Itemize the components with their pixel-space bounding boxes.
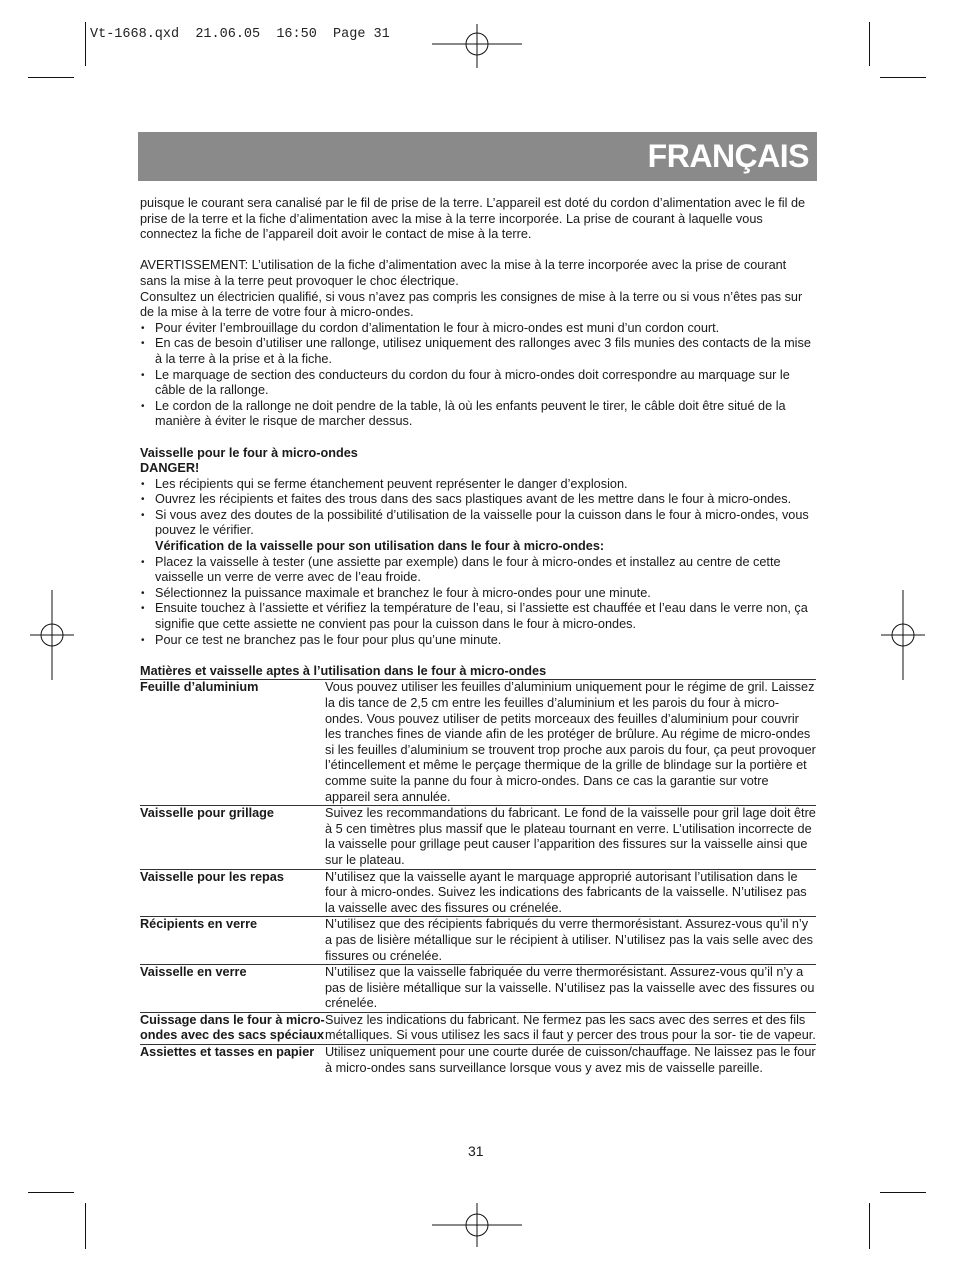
table-row [140,806,816,869]
language-header-banner [138,132,817,181]
list-item: • Le marquage de section des conducteurs du cordon du four à micro-ondes doit correspondre au marquage sur le câble de la rallonge. [140,368,816,399]
list-item: • Ensuite touchez à l’assiette et vérifiez la température de l’eau, si l’assiette est chauffée et l’eau dans le verre non, ça signifie que cette assiette ne convient pas pour la cuisson dans le four à micro-ondes. [140,601,816,632]
list-item: • Pour éviter l’embrouillage du cordon d’alimentation le four à micro-ondes est muni d’un cordon court. [140,321,816,337]
list-item: • Les récipients qui se ferme étanchement peuvent représenter le danger d’explosion. [140,477,816,493]
material-name: Vaisselle en verre [140,965,325,1013]
main-content [140,196,816,1076]
material-name: Feuille d’aluminium [140,680,325,806]
danger-bullet-list [140,477,816,539]
registration-mark-bottom [432,1203,522,1247]
page-number: 31 [468,1143,484,1159]
table-row [140,965,816,1013]
consult-paragraph: Consultez un électricien qualifié, si vous n’avez pas compris les consignes de mise à la terre ou si vous n’êtes pas sur de la mise à la terre de votre four à micro-ondes. [140,289,803,320]
crop-mark-bottom-left-h [28,1192,74,1193]
crop-mark-bottom-right-h [880,1192,926,1193]
list-item: • Placez la vaisselle à tester (une assiette par exemple) dans le four à micro-ondes et installez au centre de cette vaisselle un verre de verre avec de l’eau froide. [140,555,816,586]
cord-bullet-list [140,321,816,430]
verification-bullet-list [140,555,816,649]
page-title: FRANÇAIS [647,138,809,174]
material-description: Suivez les recommandations du fabricant. Le fond de la vaisselle pour gril lage doit être à 5 cen timètres plus massif que le plateau tournant en verre. L’utilisation incorrecte de la vaisselle pour grillage peut causer l’apparition des fissures sur la vaisselle ainsi que sur le plateau. [325,806,816,869]
material-name: Vaisselle pour les repas [140,869,325,917]
registration-mark-right [881,590,925,680]
registration-mark-top [432,24,522,68]
crop-mark-top-right-v [869,22,870,66]
material-description: Utilisez uniquement pour une courte durée de cuisson/chauffage. Ne laissez pas le four à micro-ondes sans surveillance lorsque vous y avez mis de vaisselle pareille. [325,1045,816,1075]
table-row [140,680,816,806]
material-description: Suivez les indications du fabricant. Ne fermez pas les sacs avec des serres et des fils métalliques. Si vous utilisez les sacs il faut y percer des trous pour la sor- tie de vapeur. [325,1012,816,1044]
material-name: Assiettes et tasses en papier [140,1045,325,1077]
material-description: N’utilisez que la vaisselle ayant le marquage approprié autorisant l’utilisation dans le four à micro-ondes. Suivez les indications des fabricants de la vaisselle. N’utilisez pas la vaisselle avec des fissures ou crénelée. [325,869,816,917]
table-row [140,1045,816,1077]
table-row [140,1012,816,1044]
table-row [140,869,816,917]
material-description: Vous pouvez utiliser les feuilles d’aluminium uniquement pour le régime de gril. Laissez la dis tance de 2,5 cm entre les feuilles d’aluminium et les parois du four à micro-ondes. Vous pouvez utiliser de petits morceaux des feuilles d’aluminium pour couvrir les tranches fines de viande afin de les protéger de brûlure. Au régime de micro-ondes si les feuilles d’aluminium se trouvent trop proche aux parois du four, ça peut provoquer l’étincellement et même le perçage thermique de la grille de blindage sur la portière et comme suite la panne du four à micro-ondes. Dans ce cas la garantie sur votre appareil sera annulée. [325,680,816,806]
print-slug: Vt-1668.qxd 21.06.05 16:50 Page 31 [90,27,390,42]
list-item: • Pour ce test ne branchez pas le four pour plus qu’une minute. [140,633,816,649]
verification-subheading: Vérification de la vaisselle pour son utilisation dans le four à micro-ondes: [155,539,605,554]
section-heading-materials: Matières et vaisselle aptes à l’utilisation dans le four à micro-ondes [140,663,547,678]
crop-mark-bottom-right-v [869,1203,870,1249]
list-item: • Ouvrez les récipients et faites des trous dans des sacs plastiques avant de les mettre dans le four à micro-ondes. [140,492,816,508]
material-name: Récipients en verre [140,917,325,965]
warning-paragraph: AVERTISSEMENT: L’utilisation de la fiche d’alimentation avec la mise à la terre incorporée avec la prise de courant sans la mise à la terre peut provoquer le choc électrique. [140,258,787,288]
materials-table [140,679,816,1076]
list-item: • Sélectionnez la puissance maximale et branchez le four à micro-ondes pour une minute. [140,586,816,602]
list-item: • Le cordon de la rallonge ne doit pendre de la table, là où les enfants peuvent le tirer, le câble doit être situé de la manière à éviter le risque de marcher dessus. [140,399,816,430]
material-name: Vaisselle pour grillage [140,806,325,869]
material-description: N’utilisez que la vaisselle fabriquée du verre thermorésistant. Assurez-vous qu’il n’y a pas de lisière métallique sur la vaisselle. N’utilisez pas la vaisselle avec des fissures ou crénelée. [325,965,816,1013]
crop-mark-top-left-v [85,22,86,66]
intro-paragraph: puisque le courant sera canalisé par le fil de prise de la terre. L’appareil est doté du cordon d’alimentation avec le fil de prise de la terre et la fiche d’alimentation avec la mise à la terre incorporée. La prise de courant à laquelle vous connectez la fiche de l’appareil doit avoir le contact de mise à la terre. [140,196,806,242]
crop-mark-top-right-h [880,77,926,78]
table-row [140,917,816,965]
list-item: • En cas de besoin d’utiliser une rallonge, utilisez uniquement des rallonges avec 3 fils munies des contacts de la mise à la terre à la prise et à la fiche. [140,336,816,367]
material-description: N’utilisez que des récipients fabriqués du verre thermorésistant. Assurez-vous qu’il n’y a pas de lisière métallique sur le récipient à utiliser. N’utilisez pas la vais selle avec des fissures ou crénelée. [325,917,816,965]
crop-mark-top-left-h [28,77,74,78]
section-heading-vaisselle: Vaisselle pour le four à micro-ondes [140,445,358,460]
list-item: • Si vous avez des doutes de la possibilité d’utilisation de la vaisselle pour la cuisson dans le four à micro-ondes, vous pouvez le vérifier. [140,508,816,539]
crop-mark-bottom-left-v [85,1203,86,1249]
registration-mark-left [30,590,74,680]
danger-label: DANGER! [140,461,200,476]
material-name: Cuissage dans le four à micro-ondes avec des sacs spéciaux [140,1012,325,1044]
